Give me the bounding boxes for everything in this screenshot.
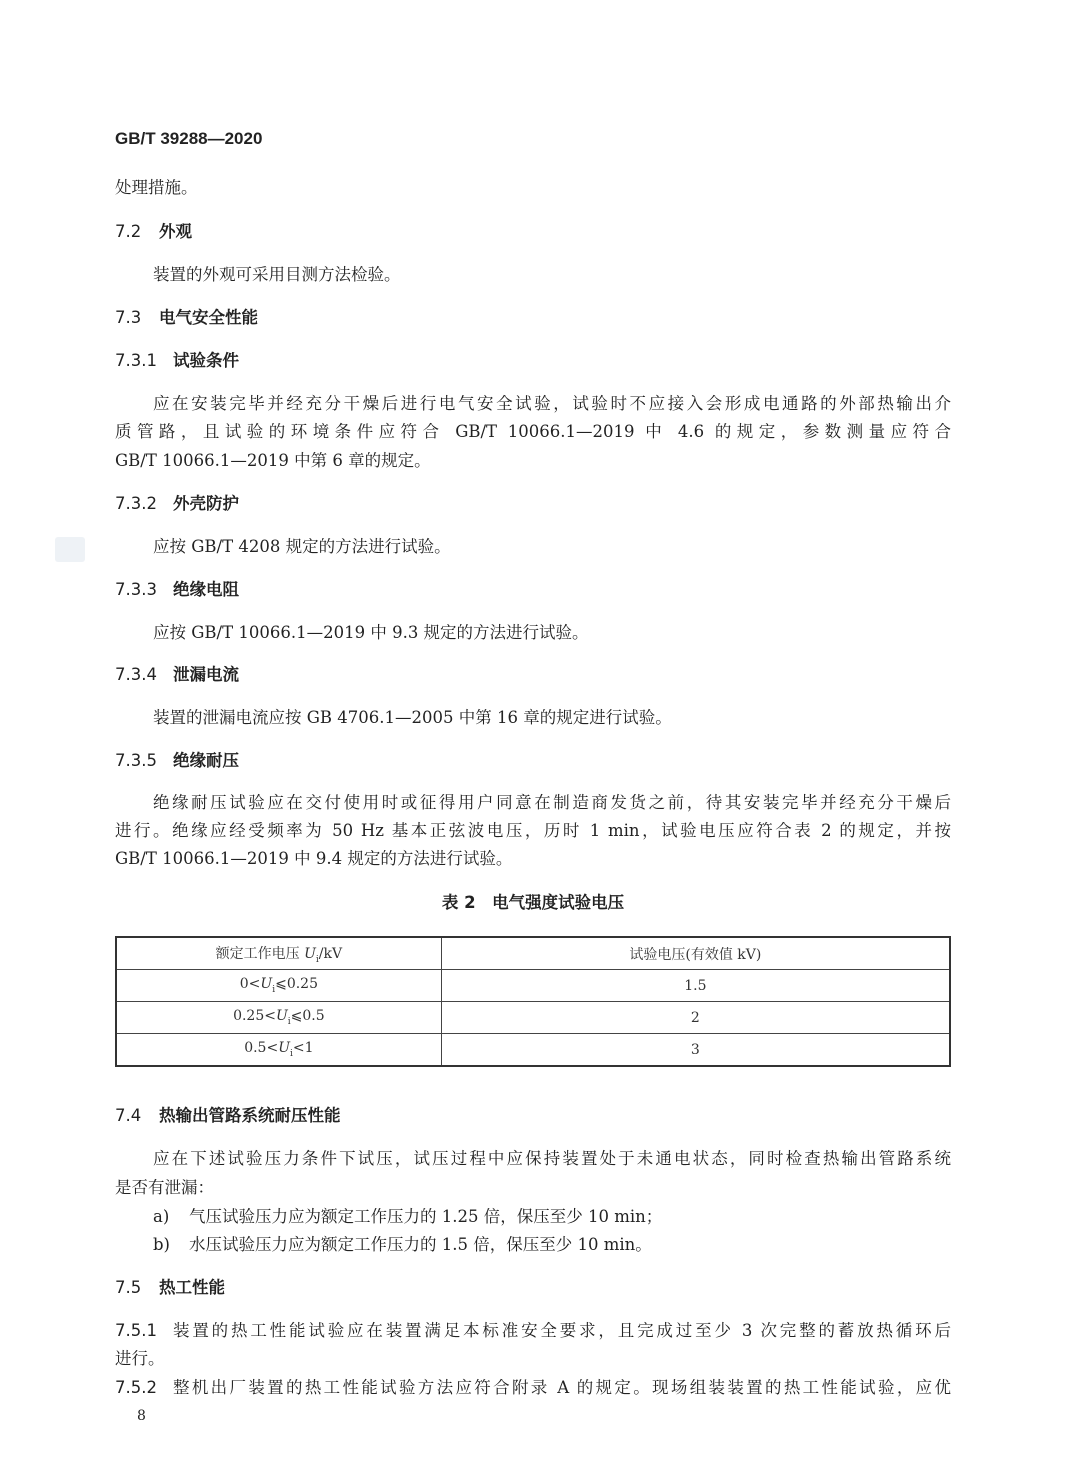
section-heading-7-3-3: [115, 579, 239, 601]
section-number: 7.2: [115, 222, 142, 241]
table-header-row: [116, 937, 950, 970]
list-marker: b): [153, 1235, 170, 1254]
section-title: 试验条件: [173, 351, 239, 370]
cell-voltage: 2: [441, 1002, 950, 1034]
section-title: 热工性能: [159, 1278, 225, 1297]
section-title: 电气安全性能: [159, 308, 258, 327]
section-heading-7-3-4: [115, 664, 239, 686]
section-number: 7.5: [115, 1278, 142, 1297]
section-number: 7.3.2: [115, 494, 157, 513]
section-number: 7.3.3: [115, 580, 157, 599]
paragraph-line: GB/T 10066.1—2019 中第 6 章的规定。: [115, 451, 431, 470]
cell-voltage: 3: [441, 1034, 950, 1067]
column-header-test-voltage: 试验电压(有效值 kV): [441, 937, 950, 970]
list-item-a: [153, 1206, 662, 1228]
clause-7-5-1: [115, 1320, 951, 1342]
paragraph: 处理措施。: [115, 178, 198, 197]
section-heading-7-3-1: [115, 350, 239, 372]
section-number: 7.3.4: [115, 665, 157, 684]
cell-range: $0.25<U_i⩽0.5$: [116, 1002, 441, 1034]
paragraph-line: 装置的热工性能试验应在装置满足本标准安全要求，且完成过至少 3 次完整的蓄放热循环后: [173, 1321, 951, 1340]
section-title: 外壳防护: [173, 494, 239, 513]
paragraph-line: 绝缘耐压试验应在交付使用时或征得用户同意在制造商发货之前，待其安装完毕并经充分干燥后: [153, 793, 951, 812]
paragraph-line: 整机出厂装置的热工性能试验方法应符合附录 A 的规定。现场组装装置的热工性能试验，应优: [173, 1378, 951, 1397]
section-heading-7-2: [115, 221, 192, 243]
paragraph-line: 进行。绝缘应经受频率为 50 Hz 基本正弦波电压，历时 1 min，试验电压应符合表 2 的规定，并按: [115, 821, 951, 840]
section-heading-7-3-2: [115, 493, 239, 515]
section-title: 外观: [159, 222, 192, 241]
cell-range: $0.5<U_i<1$: [116, 1034, 441, 1067]
list-item-b: [153, 1234, 652, 1256]
section-title: 绝缘电阻: [173, 580, 239, 599]
paragraph-line: 是否有泄漏：: [115, 1178, 214, 1197]
paragraph: 应按 GB/T 10066.1—2019 中 9.3 规定的方法进行试验。: [153, 623, 589, 642]
section-heading-7-3: [115, 307, 258, 329]
section-heading-7-5: [115, 1277, 225, 1299]
section-number: 7.4: [115, 1106, 142, 1125]
paragraph-line: 质管路，且试验的环境条件应符合 GB/T 10066.1—2019 中 4.6 的规定，参数测量应符合: [115, 422, 951, 441]
document-id: GB/T 39288—2020: [115, 129, 263, 148]
section-number: 7.3.5: [115, 751, 157, 770]
cell-range: $0<U_i⩽0.25$: [116, 970, 441, 1002]
paragraph-line: 应在安装完毕并经充分干燥后进行电气安全试验，试验时不应接入会形成电通路的外部热输出介: [153, 394, 951, 413]
section-number: 7.3.1: [115, 351, 157, 370]
table-caption: 表 2 电气强度试验电压: [441, 893, 625, 912]
voltage-table: [115, 936, 951, 1067]
paragraph-line: GB/T 10066.1—2019 中 9.4 规定的方法进行试验。: [115, 849, 513, 868]
list-marker: a): [153, 1207, 170, 1226]
section-title: 泄漏电流: [173, 665, 239, 684]
section-title: 热输出管路系统耐压性能: [159, 1106, 341, 1125]
section-number: 7.5.2: [115, 1378, 157, 1397]
table-row: [116, 1002, 950, 1034]
section-heading-7-4: [115, 1105, 341, 1127]
table-row: [116, 970, 950, 1002]
table-row: [116, 1034, 950, 1067]
paragraph: 装置的外观可采用目测方法检验。: [153, 265, 401, 284]
list-item-text: 气压试验压力应为额定工作压力的 1.25 倍，保压至少 10 min；: [189, 1207, 663, 1226]
list-item-text: 水压试验压力应为额定工作压力的 1.5 倍，保压至少 10 min。: [189, 1235, 652, 1254]
section-title: 绝缘耐压: [173, 751, 239, 770]
paragraph-line: 应在下述试验压力条件下试压，试压过程中应保持装置处于未通电状态，同时检查热输出管路系统: [153, 1149, 951, 1168]
section-number: 7.3: [115, 308, 142, 327]
watermark-logo: [55, 537, 85, 562]
section-number: 7.5.1: [115, 1321, 157, 1340]
column-header-rated-voltage: 额定工作电压 $U_i/kV$: [116, 937, 441, 970]
section-heading-7-3-5: [115, 750, 239, 772]
page-number: 8: [137, 1408, 146, 1424]
cell-voltage: 1.5: [441, 970, 950, 1002]
clause-7-5-2: [115, 1377, 951, 1399]
paragraph: 应按 GB/T 4208 规定的方法进行试验。: [153, 537, 451, 556]
paragraph-line: 进行。: [115, 1349, 165, 1368]
paragraph: 装置的泄漏电流应按 GB 4706.1—2005 中第 16 章的规定进行试验。: [153, 708, 672, 727]
